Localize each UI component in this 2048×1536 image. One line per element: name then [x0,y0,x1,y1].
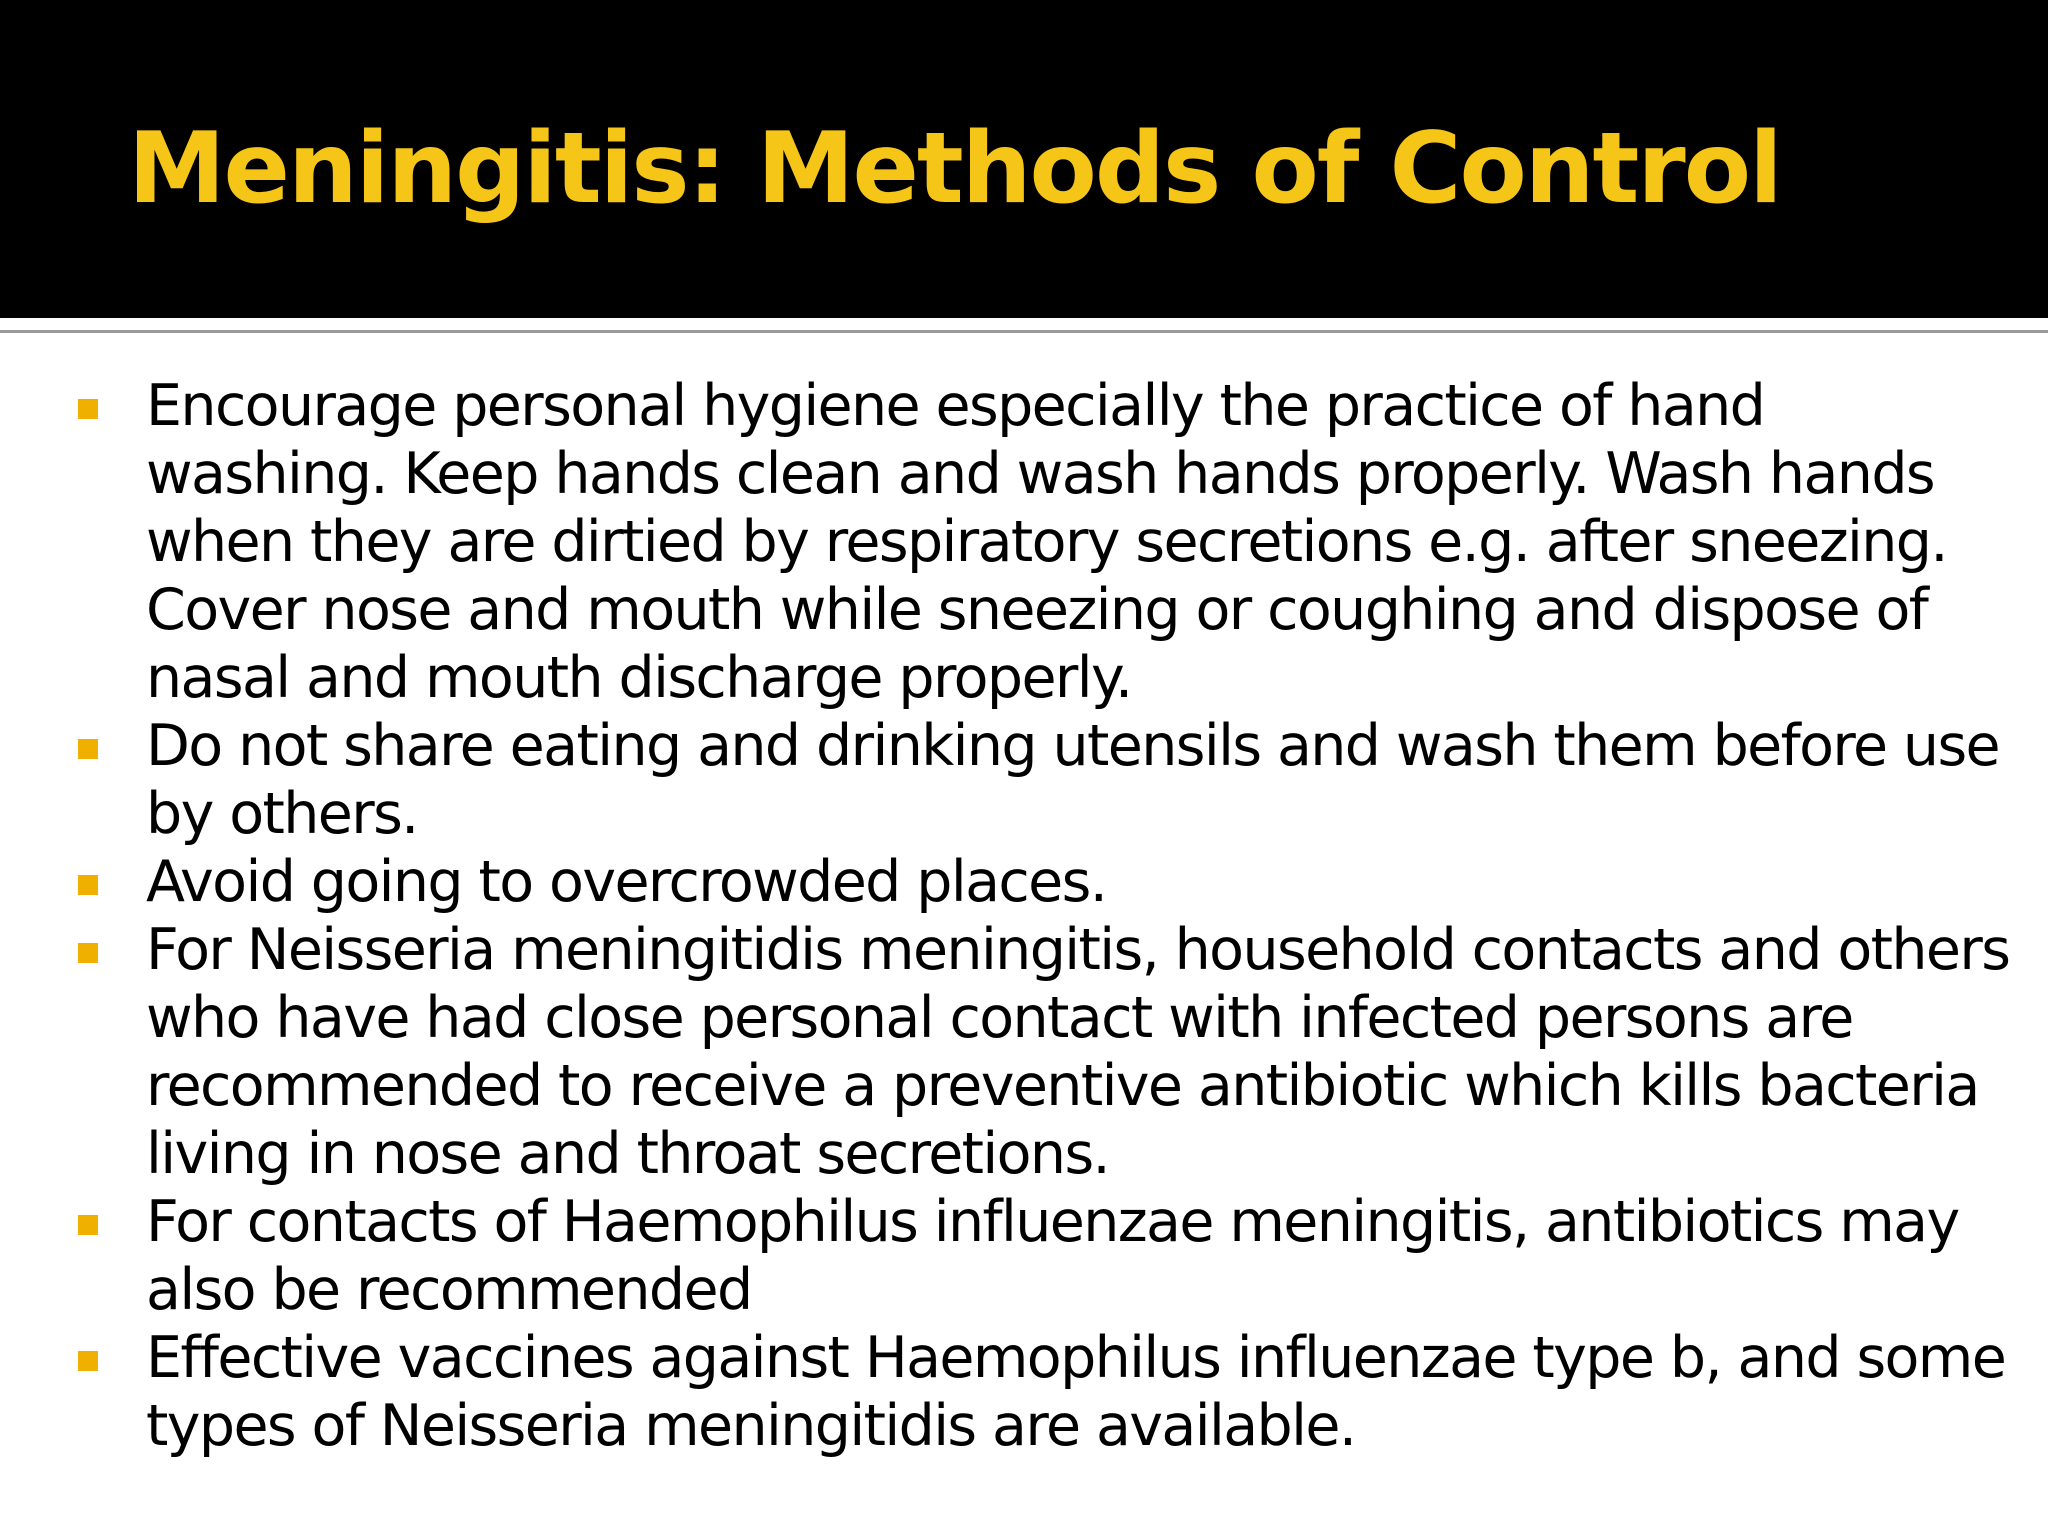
square-bullet-icon [78,943,98,963]
square-bullet-icon [78,399,98,419]
square-bullet-icon [78,875,98,895]
title-divider [0,330,2048,333]
bullet-item-haemophilus [0,1188,2048,1324]
square-bullet-icon [78,739,98,759]
bullet-text: For Neisseria meningitidis meningitis, household contacts and others who have had close personal contact with infected persons are recommended to receive a preventive antibiotic which kills bacteria living in nose and throat secretions. [146,917,2010,1187]
bullet-item-neisseria [0,916,2048,1188]
bullet-text: For contacts of Haemophilus influenzae meningitis, antibiotics may also be recommended [146,1189,1959,1323]
bullet-list [0,372,2048,1460]
bullet-text: Avoid going to overcrowded places. [146,849,1107,915]
bullet-text: Encourage personal hygiene especially the practice of hand washing. Keep hands clean and wash hands properly. Wash hands when they are dirtied by respiratory secretions e.g. after sneezing. Cover nose and mouth while sneezing or coughing and dispose of nasal and mouth discharge properly. [146,373,1947,711]
bullet-text: Do not share eating and drinking utensils and wash them before use by others. [146,713,2000,847]
title-bar [0,0,2048,318]
bullet-item-utensils [0,712,2048,848]
square-bullet-icon [78,1215,98,1235]
bullet-item-hygiene [0,372,2048,712]
slide-title: Meningitis: Methods of Control [128,112,1781,226]
bullet-item-crowds [0,848,2048,916]
square-bullet-icon [78,1351,98,1371]
bullet-item-vaccines [0,1324,2048,1460]
bullet-text: Effective vaccines against Haemophilus influenzae type b, and some types of Neisseria meningitidis are available. [146,1325,2006,1459]
